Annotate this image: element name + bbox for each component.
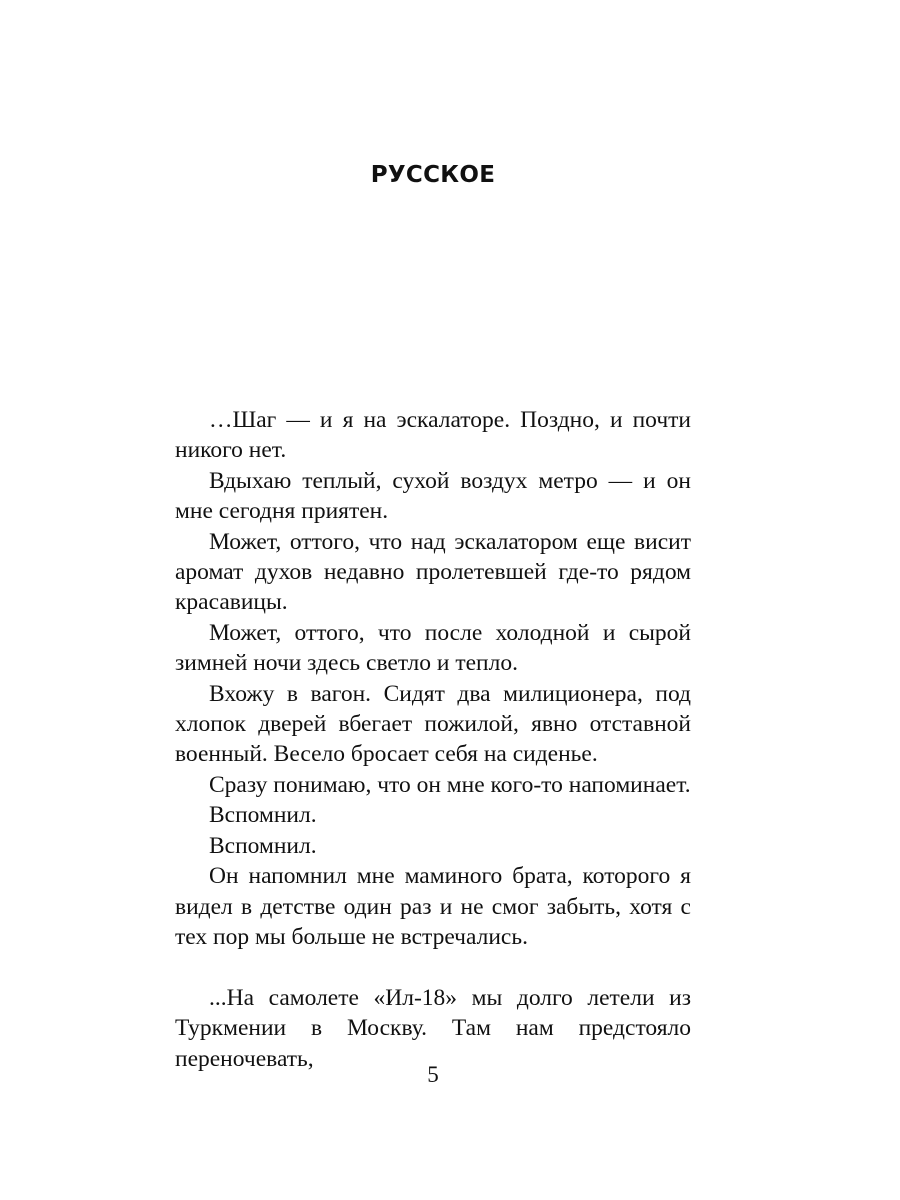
- paragraph: Вдыхаю теплый, сухой воздух метро — и он мне сегодня приятен.: [175, 467, 691, 525]
- body-text: [175, 405, 691, 1074]
- paragraph: Вспомнил.: [209, 832, 317, 859]
- chapter-title: РУССКОЕ: [370, 162, 496, 188]
- paragraph: Вхожу в вагон. Сидят два милиционера, под хлопок дверей вбегает пожилой, явно отставной военный. Весело бросает себя на сиденье.: [175, 680, 691, 768]
- paragraph: …Шаг — и я на эскалаторе. Поздно, и почти никого нет.: [175, 407, 691, 464]
- paragraph: Может, оттого, что после холодной и сырой зимней ночи здесь светло и тепло.: [175, 619, 691, 677]
- page-number: 5: [427, 1062, 439, 1087]
- section-break: [175, 952, 691, 982]
- paragraph: Вспомнил.: [209, 802, 317, 829]
- paragraph: ...На самолете «Ил-18» мы долго летели из Туркмении в Москву. Там нам предстояло переночевать,: [175, 984, 691, 1072]
- paragraph: Сразу понимаю, что он мне кого-то напоминает.: [209, 771, 691, 798]
- paragraph: Может, оттого, что над эскалатором еще висит аромат духов недавно пролетевшей где-то рядом красавицы.: [175, 528, 691, 616]
- paragraph: Он напомнил мне маминого брата, которого я видел в детстве один раз и не смог забыть, хотя с тех пор мы больше не встречались.: [175, 863, 691, 950]
